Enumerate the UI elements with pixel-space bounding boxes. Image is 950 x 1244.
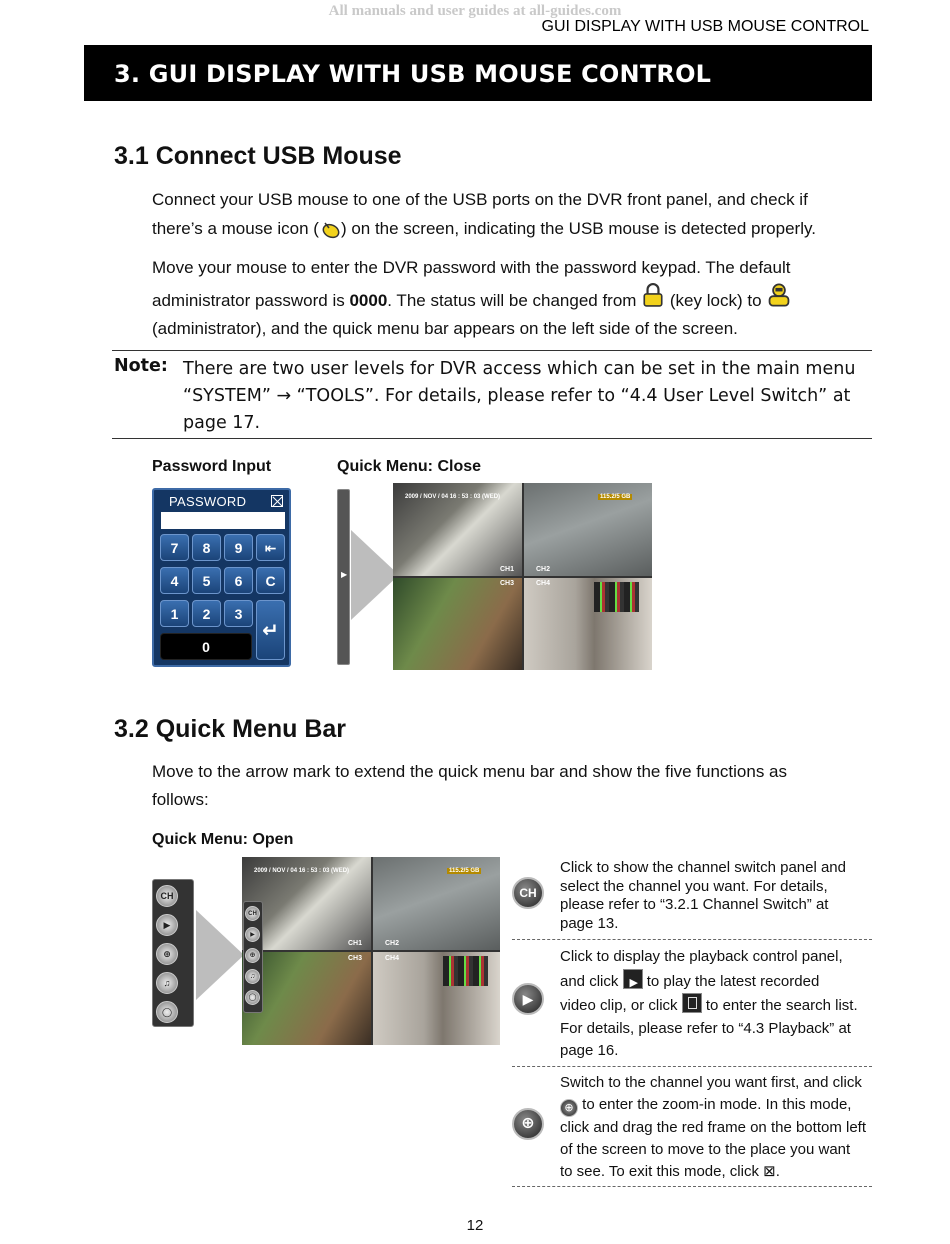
key-9[interactable]: 9 [224,534,253,561]
key-7[interactable]: 7 [160,534,189,561]
caption-quick-menu-close: Quick Menu: Close [337,458,482,475]
administrator-icon [766,282,792,308]
dvr-screen-closed [393,483,652,670]
camera-view-ch3 [393,578,522,670]
key-2[interactable]: 2 [192,600,221,627]
channel-switch-icon: CH [512,877,544,909]
expand-arrow-graphic-open [196,910,244,1000]
function-row-playback [512,941,872,1067]
function-row-channel [512,858,872,940]
quick-menu-bar [152,879,194,1027]
audio-icon-small[interactable]: ♫ [245,969,260,984]
note-box [112,350,872,439]
play-icon[interactable]: ▶ [156,914,178,936]
key-6[interactable]: 6 [224,567,253,594]
key-0[interactable]: 0 [160,633,252,660]
play-button-icon: ▶ [623,969,643,989]
channel-switch-icon-small[interactable]: CH [245,906,260,921]
osd-disk-space: 115.2/5 GB [600,494,631,500]
camera-view-ch2 [524,483,652,576]
function-row-zoom [512,1068,872,1187]
ptz-icon-small[interactable]: ◯ [245,990,260,1005]
channel-label-ch3: CH3 [500,580,515,587]
zoom-inline-icon: ⊕ [560,1099,578,1117]
function-text-zoom: Switch to the channel you want first, and click ⊕ to enter the zoom-in mode. In this mode, click and drag the red frame on the bottom left of the screen to move to the place you want to see. To exit this mode, click ⊠. [560,1074,866,1180]
function-text-playback: Click to display the playback control panel, and click ▶ to play the latest recorded video clip, or click to enter the search list. For details, please refer to “4.3 Playback” at page 16. [560,948,858,1059]
channel-label-ch2: CH2 [536,566,551,573]
key-1[interactable]: 1 [160,600,189,627]
caption-password-input: Password Input [152,458,272,475]
quick-menu-bar-small [243,901,263,1013]
arrow-right-icon[interactable]: ▶ [341,570,348,579]
quick-menu-tab[interactable] [337,489,350,665]
default-password: 0000 [349,291,388,310]
channel-label-ch4-open: CH4 [385,955,400,962]
note-text: There are two user levels for DVR access which can be set in the main menu “SYSTEM” → “TOOLS”. For details, please refer to “4.4 User Level Switch” at page 17. [183,359,856,433]
dvr-screen-open [242,857,500,1045]
clear-key[interactable]: C [256,567,285,594]
paragraph-quick-menu: Move to the arrow mark to extend the quick menu bar and show the five functions as follows: [152,762,788,809]
caption-quick-menu-open: Quick Menu: Open [152,831,294,848]
zoom-icon: ⊕ [512,1108,544,1140]
watermark: All manuals and user guides at all-guides.com [328,3,622,19]
section-heading-connect-usb-mouse: 3.1 Connect USB Mouse [114,142,402,170]
password-keypad [152,488,291,667]
channel-label-ch4: CH4 [536,580,551,587]
key-4[interactable]: 4 [160,567,189,594]
color-chart [594,582,639,612]
note-label: Note: [114,356,168,376]
key-5[interactable]: 5 [192,567,221,594]
camera-view-ch4 [524,578,652,670]
mouse-icon [319,219,341,241]
backspace-key[interactable]: ⇤ [256,534,285,561]
close-icon[interactable] [271,495,283,507]
key-8[interactable]: 8 [192,534,221,561]
chapter-title: 3. GUI DISPLAY WITH USB MOUSE CONTROL [84,45,872,101]
keypad-title: PASSWORD [169,494,247,509]
paragraph-connect: Connect your USB mouse to one of the USB ports on the DVR front panel, and check if there’s a mouse icon ( ) on the screen, indicating the USB mouse is detected properly. [152,185,872,243]
password-field[interactable] [161,512,285,529]
osd-datetime-open: 2009 / NOV / 04 16 : 53 : 03 (WED) [254,868,350,874]
channel-label-ch1-open: CH1 [348,940,363,947]
section-heading-quick-menu-bar: 3.2 Quick Menu Bar [114,715,347,743]
running-head: GUI DISPLAY WITH USB MOUSE CONTROL [541,18,869,35]
key-3[interactable]: 3 [224,600,253,627]
play-icon: ▶ [512,983,544,1015]
camera-view-ch4-open [373,952,500,1045]
osd-datetime: 2009 / NOV / 04 16 : 53 : 03 (WED) [405,494,501,500]
color-chart [443,956,488,986]
osd-disk-space-open: 115.2/5 GB [449,868,480,874]
zoom-icon-small[interactable]: ⊕ [245,948,260,963]
audio-icon[interactable]: ♫ [156,972,178,994]
play-icon-small[interactable]: ▶ [245,927,260,942]
channel-label-ch2-open: CH2 [385,940,400,947]
function-text-channel: Click to show the channel switch panel and select the channel you want. For details, please refer to “3.2.1 Channel Switch” at page 13. [560,859,846,932]
key-lock-icon [641,282,665,308]
channel-switch-icon[interactable]: CH [156,885,178,907]
page-number: 12 [466,1217,484,1234]
channel-label-ch3-open: CH3 [348,955,363,962]
ptz-icon[interactable]: ◯ [156,1001,178,1023]
search-list-icon [682,993,702,1013]
zoom-icon[interactable]: ⊕ [156,943,178,965]
enter-key[interactable]: ↵ [256,600,285,660]
channel-label-ch1: CH1 [500,566,515,573]
expand-arrow-graphic [351,530,399,620]
paragraph-password: Move your mouse to enter the DVR password with the password keypad. The default administrator password is 0000. The status will be changed from (key lock) to (administrator), and the quick menu bar appears on the left side of the screen. [152,258,791,338]
